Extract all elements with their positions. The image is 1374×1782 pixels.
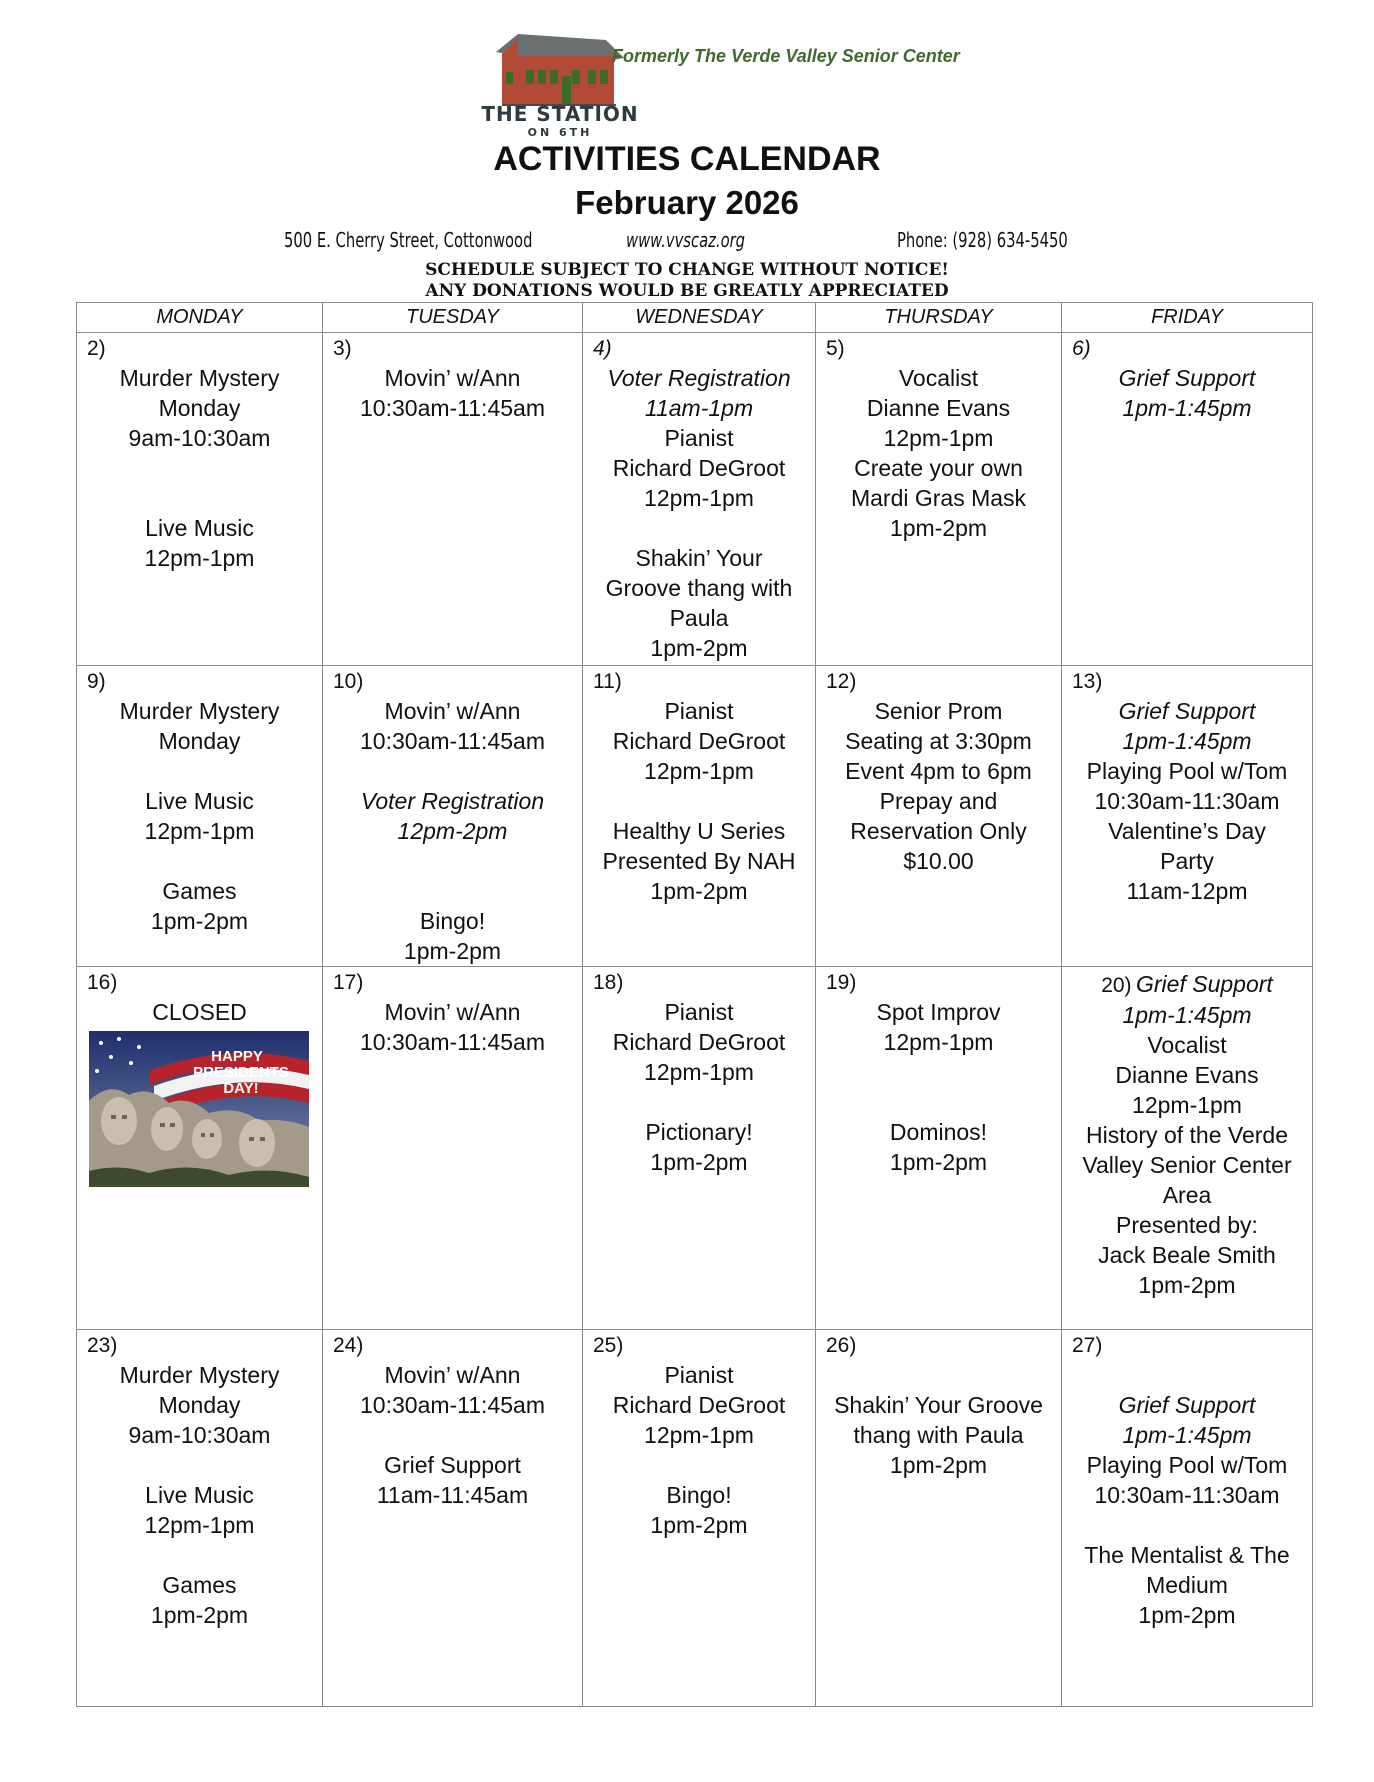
weekday-header: FRIDAY [1062,303,1313,333]
event-text: Valley Senior Center [1082,1152,1292,1178]
day-cell [1062,333,1313,666]
event-time: 1pm-2pm [150,1602,249,1628]
event-text: thang with Paula [853,1422,1024,1448]
event-text: Pianist [664,1362,734,1388]
image-text: HAPPY [211,1048,263,1065]
event-text: Richard DeGroot [612,728,786,754]
schedule-notice: SCHEDULE SUBJECT TO CHANGE WITHOUT NOTICE! [425,260,949,280]
event-text: Live Music [145,515,254,541]
event-time: 10:30am-11:30am [1094,1482,1280,1508]
logo [480,30,960,139]
event-text: Murder Mystery [119,1362,280,1388]
day-number: 4) [593,337,612,360]
day-cell [77,666,323,967]
day-number: 19) [826,971,857,994]
address: 500 E. Cherry Street, Cottonwood [284,228,533,252]
event-text: Games [162,878,237,904]
calendar-grid [76,302,1313,1707]
presidents-day-image-icon [89,1031,309,1187]
month-title: February 2026 [575,184,799,221]
weekday-header: WEDNESDAY [583,303,816,333]
event-text: Pictionary! [645,1119,753,1145]
event-text: Presented by: [1116,1212,1258,1238]
event-text: Voter Registration [360,788,545,814]
event-time: 12pm-1pm [644,1059,754,1085]
event-text: Pianist [664,698,734,724]
day-cell [1062,967,1313,1330]
event-text: Grief Support [1118,1392,1256,1418]
phone: Phone: (928) 634-5450 [897,228,1068,252]
weekday-header: TUESDAY [323,303,583,333]
day-cell [323,967,583,1330]
image-text: PRESIDENTS [193,1064,289,1081]
event-text: Party [1160,848,1214,874]
event-text: Playing Pool w/Tom [1086,758,1288,784]
event-time: 10:30am-11:30am [1094,788,1280,814]
day-cell [323,333,583,666]
day-cell [583,1330,816,1707]
event-text: Grief Support [1118,698,1256,724]
day-cell [1062,1330,1313,1707]
event-text: Shakin’ Your [635,545,763,571]
week-row [77,666,1313,967]
event-text: Seating at 3:30pm [845,728,1032,754]
tagline: Formerly The Verde Valley Senior Center [612,46,960,66]
event-time: 1pm-2pm [1138,1272,1236,1298]
event-text: Jack Beale Smith [1098,1242,1276,1268]
event-time: 12pm-1pm [883,425,994,451]
event-text: The Mentalist & The [1084,1542,1290,1568]
event-text: Spot Improv [876,999,1001,1025]
day-cell [77,1330,323,1707]
event-time: 1pm-1:45pm [1122,1422,1252,1448]
event-time: 10:30am-11:45am [360,728,545,754]
event-text: Murder Mystery [119,698,280,724]
day-number: 10) [333,670,364,693]
event-text: Monday [158,728,241,754]
event-text: Movin’ w/Ann [384,1362,521,1388]
day-number: 11) [593,670,622,693]
day-number: 26) [826,1334,857,1357]
event-text: Richard DeGroot [612,455,786,481]
day-cell [816,666,1062,967]
event-text: Shakin’ Your Groove [834,1392,1043,1418]
event-text: Live Music [145,1482,254,1508]
day-cell [323,666,583,967]
event-text: Vocalist [898,365,979,391]
event-time: 12pm-1pm [644,758,754,784]
event-text: Movin’ w/Ann [384,365,521,391]
event-time: 1pm-2pm [650,1149,748,1175]
week-row [77,967,1313,1330]
day-number: 9) [87,670,106,693]
day-number: 17) [333,971,364,994]
page-title: ACTIVITIES CALENDAR [493,140,881,178]
day-number: 5) [826,337,845,360]
day-number: 25) [593,1334,624,1357]
event-text: Pianist [664,425,734,451]
logo-subname: ON 6TH [527,126,593,139]
event-text: Vocalist [1147,1032,1227,1058]
day-cell [816,333,1062,666]
event-time: 12pm-1pm [144,818,255,844]
day-number: 24) [333,1334,364,1357]
event-text: Event 4pm to 6pm [845,758,1032,784]
event-time: 1pm-2pm [403,938,502,964]
event-text: Groove thang with [605,575,793,601]
donation-notice: ANY DONATIONS WOULD BE GREATLY APPRECIATED [425,281,949,301]
event-time: 1pm-2pm [650,1512,748,1538]
event-text: Create your own [854,455,1023,481]
event-time: 1pm-1:45pm [1122,1002,1252,1028]
week-row [77,1330,1313,1707]
event-time: 1pm-2pm [1138,1602,1236,1628]
event-text: Murder Mystery [119,365,280,391]
event-text: Dianne Evans [866,395,1011,421]
day-number: 12) [826,670,857,693]
day-number: 23) [87,1334,118,1357]
event-text: Richard DeGroot [612,1392,786,1418]
event-time: 11am-12pm [1126,878,1248,904]
event-time: 9am-10:30am [128,425,271,451]
day-cell [583,967,816,1330]
day-number: 3) [333,337,352,360]
event-time: 12pm-1pm [644,485,754,511]
day-cell [77,967,323,1330]
day-number: 27) [1072,1334,1103,1357]
event-text: Grief Support [1136,971,1273,997]
event-text: Grief Support [384,1452,521,1478]
event-time: 10:30am-11:45am [360,395,545,421]
day-number: 2) [87,337,106,360]
event-text: Playing Pool w/Tom [1086,1452,1288,1478]
event-text: Healthy U Series [612,818,786,844]
event-text: Reservation Only [850,818,1027,844]
event-time: 12pm-1pm [644,1422,754,1448]
event-text: Dominos! [889,1119,988,1145]
day-number: 20) [1101,974,1132,997]
event-text: Voter Registration [607,365,791,391]
event-text: Prepay and [879,788,998,814]
event-text: Movin’ w/Ann [384,999,521,1025]
week-row [77,333,1313,666]
event-time: 1pm-2pm [150,908,249,934]
event-text: Games [162,1572,237,1598]
image-text: DAY! [223,1080,259,1097]
day-cell [816,967,1062,1330]
event-text: Medium [1146,1572,1228,1598]
event-time: 12pm-1pm [1132,1092,1242,1118]
event-time: 1pm-1:45pm [1122,728,1252,754]
day-cell [77,333,323,666]
event-text: Monday [158,395,241,421]
day-cell [583,333,816,666]
day-number: 6) [1072,337,1091,360]
event-time: 11am-11:45am [376,1482,529,1508]
event-text: Mardi Gras Mask [850,485,1027,511]
event-time: 12pm-1pm [883,1029,994,1055]
event-text: Paula [669,605,729,631]
event-text: Pianist [664,999,734,1025]
event-text: Dianne Evans [1115,1062,1259,1088]
event-text: Valentine’s Day [1108,818,1266,844]
event-text: History of the Verde [1086,1122,1288,1148]
event-time: 11am-1pm [644,395,754,421]
event-text: Live Music [145,788,254,814]
weekday-header: MONDAY [77,303,323,333]
event-time: 12pm-1pm [144,545,255,571]
day-cell [816,1330,1062,1707]
event-text: Bingo! [419,908,486,934]
event-time: 12pm-2pm [397,818,508,844]
day-number: 13) [1072,670,1103,693]
event-time: 1pm-2pm [889,515,988,541]
event-time: 1pm-2pm [650,878,748,904]
day-number: 18) [593,971,624,994]
event-time: 10:30am-11:45am [360,1392,545,1418]
event-time: 1pm-1:45pm [1122,395,1252,421]
website: www.vvscaz.org [626,228,746,252]
weekday-header: THURSDAY [816,303,1062,333]
event-time: 1pm-2pm [650,635,748,661]
event-text: Movin’ w/Ann [384,698,521,724]
weekday-header-row [77,303,1313,333]
day-cell [323,1330,583,1707]
event-text: Grief Support [1118,365,1256,391]
station-building-logo-icon [488,30,628,106]
day-cell [1062,666,1313,967]
event-time: 12pm-1pm [144,1512,255,1538]
logo-name: THE STATION [481,102,639,126]
event-text: Monday [158,1392,241,1418]
day-cell [583,666,816,967]
event-text: Area [1162,1182,1212,1208]
event-time: 10:30am-11:45am [360,1029,545,1055]
event-text: Bingo! [666,1482,732,1508]
event-time: 1pm-2pm [889,1452,988,1478]
event-text: Senior Prom [874,698,1003,724]
event-text: Presented By NAH [602,848,796,874]
closed-label: CLOSED [152,999,247,1025]
event-price: $10.00 [903,848,974,874]
event-time: 1pm-2pm [889,1149,988,1175]
event-time: 9am-10:30am [128,1422,271,1448]
day-number: 16) [87,971,118,994]
event-text: Richard DeGroot [612,1029,786,1055]
